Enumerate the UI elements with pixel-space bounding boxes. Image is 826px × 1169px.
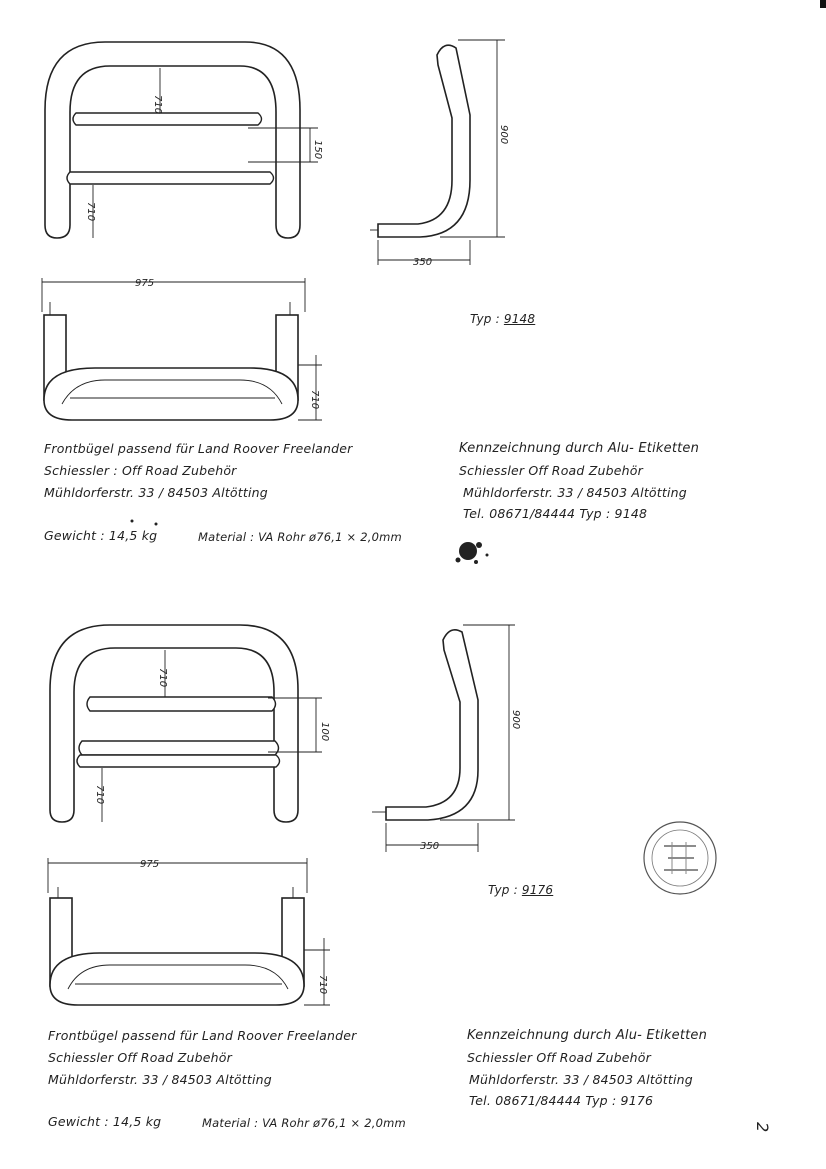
label-line-1-4: Tel. 08671/84444 Typ : 9148: [463, 506, 648, 521]
side-view-1: [370, 40, 509, 268]
typ-label-2: Typ : 9176: [488, 883, 554, 897]
side-dim-depth-1: 350: [413, 257, 433, 268]
front-dim-leg-2: 710: [94, 785, 105, 805]
side-dim-height-1: 900: [498, 125, 509, 145]
front-dim-leg-1: 710: [85, 202, 96, 222]
label-line-2-4: Tel. 08671/84444 Typ : 9176: [469, 1093, 654, 1108]
description-line-1-2: Schiessler : Off Road Zubehör: [44, 463, 237, 478]
top-view-1: [42, 278, 322, 420]
typ-value-1: 9148: [503, 312, 536, 326]
front-dim-top-2: 710: [157, 668, 168, 688]
description-line-2-2: Schiessler Off Road Zubehör: [48, 1050, 232, 1065]
weight-1: Gewicht : 14,5 kg: [44, 528, 158, 543]
circular-stamp: [644, 822, 716, 894]
label-line-1-1: Kennzeichnung durch Alu- Etiketten: [459, 441, 700, 456]
description-line-2-3: Mühldorferstr. 33 / 84503 Altötting: [48, 1072, 272, 1087]
top-dim-width-1: 975: [135, 278, 155, 289]
front-dim-side-2: 100: [319, 722, 330, 742]
label-line-2-2: Schiessler Off Road Zubehör: [467, 1050, 651, 1065]
front-view-1: [45, 42, 323, 238]
label-line-2-1: Kennzeichnung durch Alu- Etiketten: [467, 1028, 708, 1043]
top-dim-depth-2: 710: [317, 975, 328, 995]
top-view-2: [48, 858, 330, 1005]
side-dim-depth-2: 350: [420, 841, 440, 852]
description-line-1-1: Frontbügel passend für Land Roover Freelander: [44, 441, 353, 456]
weight-2: Gewicht : 14,5 kg: [48, 1114, 162, 1129]
top-dim-depth-1: 710: [309, 390, 320, 410]
front-dim-top-1: 710: [152, 95, 163, 115]
description-line-1-3: Mühldorferstr. 33 / 84503 Altötting: [44, 485, 268, 500]
typ-label-1: Typ : 9148: [470, 312, 536, 326]
material-1: Material : VA Rohr ø76,1 × 2,0mm: [198, 530, 402, 544]
front-dim-side-1: 150: [312, 140, 323, 160]
label-line-2-3: Mühldorferstr. 33 / 84503 Altötting: [469, 1072, 693, 1087]
side-view-2: [372, 625, 521, 852]
side-dim-height-2: 900: [510, 710, 521, 730]
label-line-1-2: Schiessler Off Road Zubehör: [459, 463, 643, 478]
page-number: 2: [753, 1122, 772, 1133]
front-view-2: [50, 625, 330, 822]
label-line-1-3: Mühldorferstr. 33 / 84503 Altötting: [463, 485, 687, 500]
top-dim-width-2: 975: [140, 859, 160, 870]
typ-value-2: 9176: [521, 883, 554, 897]
material-2: Material : VA Rohr ø76,1 × 2,0mm: [202, 1116, 406, 1130]
corner-mark: [820, 0, 826, 8]
description-line-2-1: Frontbügel passend für Land Roover Freelander: [48, 1028, 357, 1043]
